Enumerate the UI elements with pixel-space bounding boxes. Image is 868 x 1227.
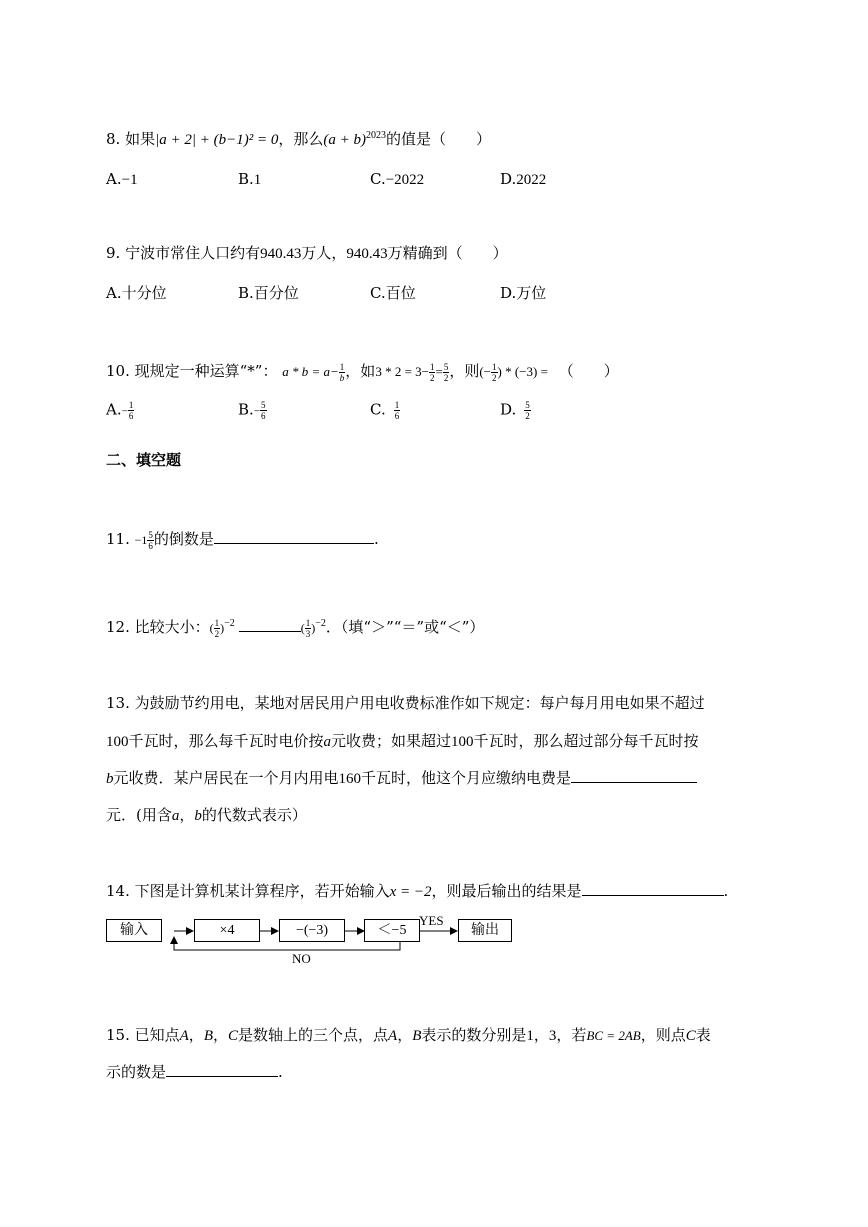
fraction-denominator: b [339,372,345,383]
option-label: A. [106,400,122,419]
q10-text-2: ，如 [345,362,376,380]
option-value: 百分位 [253,284,299,302]
option-value: 2022 [516,172,547,188]
fraction-numerator: 5 [443,361,449,372]
option-sign: − [121,405,128,418]
fraction-numerator: 1 [394,400,400,410]
q13-text: ， [179,806,195,824]
flow-input-box: 输入 [106,919,162,942]
q10-equals: = [435,364,443,379]
q13-var-b: b [106,771,114,787]
option-fraction [260,400,267,421]
q10-query-pre: (− [479,364,492,379]
question-9 [106,242,508,263]
q15-number: 1 [526,1028,534,1044]
q9-number-2: 940.43 [346,246,388,262]
option-value: 十分位 [121,284,167,302]
q15-sep: ， [533,1026,549,1044]
q13-text: 千瓦时，他这个月应缴纳电费是 [361,769,572,787]
q15-text: 表 [695,1026,711,1044]
fraction-denominator: 6 [261,411,266,421]
q10-query-post: ) * (−3) = [497,364,548,379]
q13-var-a: a [171,808,180,824]
q8-option-c[interactable] [370,170,424,189]
q12-exponent-b: −2 [315,618,326,629]
option-label: B. [238,170,254,188]
option-value: 1 [253,172,262,188]
q11-whole: −1 [134,533,148,547]
q14-text: 14. 下图是计算机某计算程序，若开始输入 [106,882,390,900]
q10-option-c[interactable] [370,400,400,421]
q15-text: ，若 [556,1026,587,1044]
q15-text: 15. 已知点 [106,1026,180,1044]
fraction-numerator: 1 [214,617,220,628]
option-label: A. [106,170,122,188]
q8-option-a[interactable] [106,170,138,189]
fraction-numerator: 1 [305,617,311,628]
q15-text: ，则点 [640,1026,686,1044]
q15-point-b: B [412,1028,422,1044]
option-fraction [128,400,135,421]
q10-definition: a * b = a− [282,364,339,379]
q11-end: . [373,530,379,548]
section-heading: 二、填空题 [106,451,182,469]
q8-expression: |a + 2| + (b−1)² = 0 [155,132,279,148]
q13-var-a: a [323,734,332,750]
q9-option-a[interactable] [106,282,167,303]
q8-mid: ，那么 [278,130,324,148]
q14-end: . [723,882,729,900]
fraction-numerator: 5 [261,400,266,410]
question-14 [106,880,728,901]
fraction-denominator: 2 [443,372,449,383]
fraction-numerator: 5 [525,400,530,410]
q13-var-b: b [194,808,202,824]
q8-suffix: 的值是（ ） [385,130,491,148]
q12-paren-close-b: ) [311,621,316,635]
q13-text: 的代数式表示） [201,806,307,824]
q9-option-c[interactable] [370,282,416,303]
fraction-numerator: 1 [128,400,134,410]
question-13-line-3 [106,767,697,788]
q13-number: 100 [106,734,129,750]
question-15-line-2 [106,1061,283,1082]
option-sign: − [253,405,261,418]
option-label: D. [500,284,517,302]
q12-paren-open: ( [209,621,214,635]
q12-exponent-a: −2 [224,618,235,629]
option-label: C. [370,400,386,419]
option-label: D. [500,170,517,188]
answer-blank[interactable] [582,881,724,896]
q12-suffix: ．（填“＞”“＝”或“＜”） [325,618,485,636]
q13-text: 13. 为鼓励节约用电，某地对居民用户用电收费标准作如下规定：每户每月用电如果不超过 [106,694,705,712]
q15-condition: BC = 2AB [586,1028,641,1043]
q12-prefix: 12. 比较大小： [106,618,210,636]
q10-option-d[interactable] [500,400,531,421]
fraction-denominator: 6 [148,540,153,551]
q9-number: 940.43 [260,246,302,262]
fraction-denominator: 2 [429,372,435,383]
q8-prefix: 8. 如果 [106,130,156,148]
q15-number: 3 [548,1028,557,1044]
q13-text: 元．(用含 [106,806,172,824]
q12-paren-close: ) [220,621,225,635]
fraction-denominator: 2 [214,628,220,639]
q13-text: 元收费．某户居民在一个月内用电 [113,769,339,787]
q13-text: 千瓦时，那么超过部分每千瓦时按 [473,732,699,750]
q13-number: 160 [338,771,362,787]
q11-suffix: 的倒数是 [153,530,214,548]
option-label: D. [500,400,517,419]
q8-exponent: 2023 [365,130,386,141]
flow-yes-label: YES [419,913,444,928]
answer-blank[interactable] [239,617,301,632]
q8-option-d[interactable] [500,170,546,189]
flow-output-box: 输出 [458,919,512,942]
q8-expression-2: (a + b) [323,132,366,148]
q13-text: 元收费；如果超过 [331,732,452,750]
question-15-line-1 [106,1024,711,1045]
option-fraction [394,400,401,421]
flow-step-multiply: ×4 [194,919,260,942]
option-value: 百位 [385,284,416,302]
q15-point-c: C [685,1028,696,1044]
q15-text: 是数轴上的三个点，点 [238,1026,389,1044]
question-13-line-4 [106,804,307,825]
option-label: A. [106,284,122,302]
question-11 [106,528,379,551]
q13-number: 100 [451,734,474,750]
q9-option-d[interactable] [500,282,546,303]
q9-text-3: 万精确到（ ） [387,244,508,262]
fraction-denominator: 3 [305,628,311,639]
fraction-denominator: 6 [394,411,400,421]
question-13-line-2 [106,730,699,751]
fraction-denominator: 6 [128,411,134,421]
flow-step-compare: ＜−5 [364,919,420,942]
q10-example: 3 * 2 = 3− [375,364,429,379]
q15-sep: ， [188,1026,204,1044]
fraction-numerator: 1 [339,361,345,372]
q14-expression: x = −2 [389,884,432,900]
fraction-numerator: 1 [492,361,497,372]
fraction-denominator: 2 [525,411,530,421]
fraction-denominator: 2 [492,372,497,383]
q10-text-3: ，则 [449,362,480,380]
q15-text: 表示的数分别是 [421,1026,527,1044]
q15-sep: ， [397,1026,413,1044]
q15-point-a: A [388,1028,398,1044]
q15-point-a: A [179,1028,189,1044]
option-value: 万位 [516,284,547,302]
option-fraction [524,400,531,421]
q13-text: 千瓦时，那么每千瓦时电价按 [128,732,324,750]
q9-text: 9. 宁波市常住人口约有 [106,244,261,262]
q15-end: . [278,1063,283,1081]
option-label: B. [238,400,254,419]
option-value: −1 [121,172,138,188]
fraction-numerator: 1 [429,361,435,372]
fraction-numerator: 5 [148,529,153,540]
q12-paren-open-b: ( [300,621,305,635]
q15-sep: ， [212,1026,228,1044]
option-label: C. [370,170,386,188]
q11-prefix: 11. [106,530,130,548]
question-8 [106,128,491,149]
q15-point-c: C [228,1028,239,1044]
flow-no-label: NO [292,951,311,966]
q8-option-b[interactable] [238,170,261,189]
option-label: C. [370,284,386,302]
question-12 [106,616,484,639]
q9-text-2: 万人， [301,244,347,262]
option-value: −2022 [385,172,425,188]
answer-blank[interactable] [571,768,697,783]
question-13-line-1 [106,692,705,713]
answer-blank[interactable] [166,1062,278,1077]
q15-text: 示的数是 [106,1063,167,1081]
q9-option-b[interactable] [238,282,299,303]
q10-option-a[interactable] [106,400,134,421]
q10-answer-bracket: （ ） [558,362,619,380]
q10-text: 10. 现规定一种运算“*”： [106,362,278,380]
flow-step-subtract: −(−3) [279,919,345,942]
answer-blank[interactable] [214,529,374,544]
q15-point-b: B [203,1028,213,1044]
option-label: B. [238,284,254,302]
q10-option-b[interactable] [238,400,267,421]
q14-text-2: ，则最后输出的结果是 [431,882,582,900]
question-10 [106,360,619,383]
